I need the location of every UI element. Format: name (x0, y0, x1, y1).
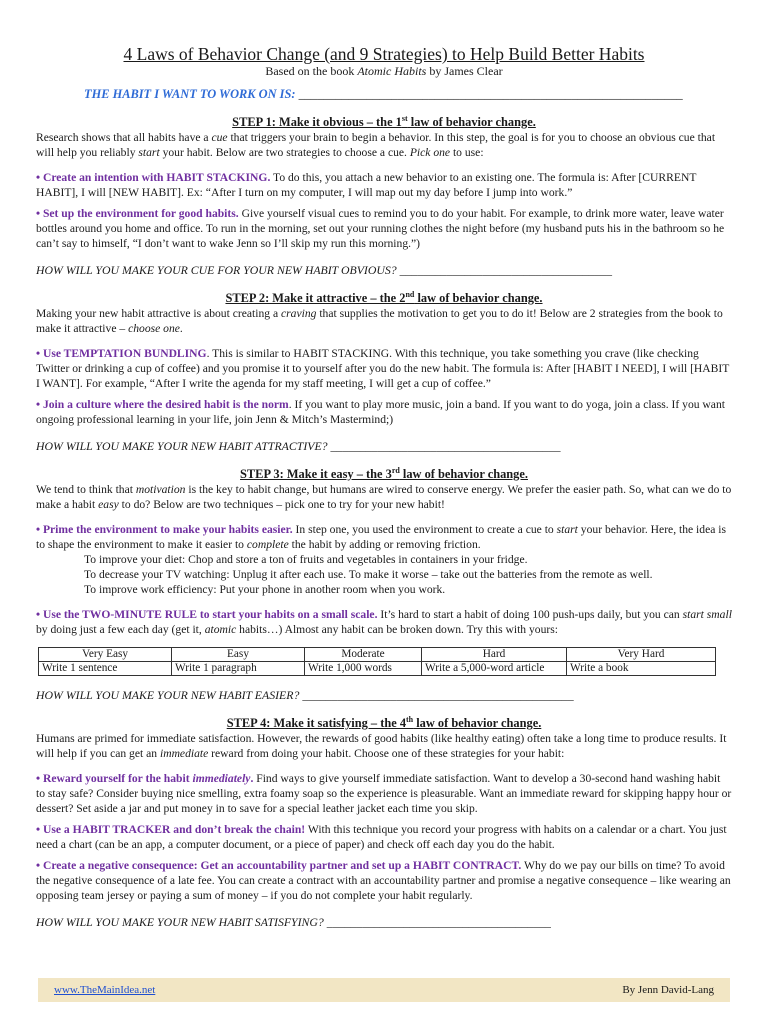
step1-intro: Research shows that all habits have a cue that triggers your brain to begin a behavior. In this step, the goal is for you to choose an obvious cue that will help you reliably start your habit. Below are two strategies to choose a cue. Pick one to use: (36, 131, 716, 159)
step3-heading: STEP 3: Make it easy – the 3rd law of behavior change. (240, 465, 528, 481)
step2-bullet-culture: • Join a culture where the desired habit is the norm. If you want to play more music, join a band. If you want to do yoga, join a class. If you want ongoing professional learning in your life, join Jenn & Mitch’s Mastermind;) (36, 398, 725, 426)
subtitle: Based on the book Atomic Habits by James Clear (265, 64, 503, 78)
footer-bar (38, 978, 730, 1002)
table-header-cell: Moderate (305, 648, 422, 662)
table-cell: Write 1,000 words (305, 662, 422, 676)
table-cell: Write 1 sentence (39, 662, 172, 676)
table-header-cell: Very Hard (567, 648, 716, 662)
website-link[interactable]: www.TheMainIdea.net (54, 984, 156, 996)
step2-intro: Making your new habit attractive is about creating a craving that supplies the motivation to get you to do it! Below are 2 strategies from the book to make it attractive – choose one. (36, 307, 723, 335)
step4-intro: Humans are primed for immediate satisfaction. However, the rewards of good habits (like healthy eating) often take a long time to produce results. It will help if you can get an immediate reward from doing your habit. Choose one of these strategies for your habit: (36, 732, 727, 760)
step4-answer-blank: ______________________________________ (326, 915, 551, 929)
step4-heading: STEP 4: Make it satisfying – the 4th law of behavior change. (226, 714, 542, 730)
step4-bullet-reward: • Reward yourself for the habit immediately. Find ways to give yourself immediate satisfaction. Want to develop a 30-second hand washing habit to stay safe? Consider buying nice smelling, extra foamy soap so the experience is pleasurable. Want an immediate reward for skipping happy hour or dessert? Set aside a jar and put money in to save for a special leather jacket each time you skip. (36, 772, 732, 815)
step3-example-diet: To improve your diet: Chop and store a ton of fruits and vegetables in containers in your fridge. (84, 553, 528, 566)
author-credit: By Jenn David-Lang (622, 984, 714, 996)
habit-blank: ______________________________________________________________ (298, 87, 683, 101)
step4-bullet-tracker: • Use a HABIT TRACKER and don’t break the chain! With this technique you record your progress with habits on a calendar or a chart. You just need a chart (can be an app, a computer document, or a piece of paper) and check off each day you do the habit. (36, 823, 727, 851)
step2-question: HOW WILL YOU MAKE YOUR NEW HABIT ATTRACTIVE? _______________________________________ (36, 439, 561, 453)
step1-bullet-habit-stacking: • Create an intention with HABIT STACKING. To do this, you attach a new behavior to an existing one. The formula is: After [CURRENT HABIT], I will [NEW HABIT]. Ex: “After I turn on my computer, I will map out my day before I jump into work.” (36, 171, 697, 199)
table-header-cell: Easy (172, 648, 305, 662)
step2-answer-blank: _______________________________________ (330, 439, 561, 453)
step2-heading: STEP 2: Make it attractive – the 2nd law of behavior change. (225, 289, 543, 305)
table-cell: Write a book (567, 662, 716, 676)
step1-heading: STEP 1: Make it obvious – the 1st law of behavior change. (232, 113, 536, 129)
difficulty-table (38, 647, 716, 676)
table-cell: Write a 5,000-word article (422, 662, 567, 676)
table-header-row (39, 648, 716, 662)
habit-line (84, 87, 732, 102)
step3-question: HOW WILL YOU MAKE YOUR NEW HABIT EASIER? ______________________________________________ (36, 688, 574, 702)
table-header-cell: Hard (422, 648, 567, 662)
step3-example-tv: To decrease your TV watching: Unplug it after each use. To make it worse – take out the batteries from the remote as well. (84, 568, 653, 581)
page-title: 4 Laws of Behavior Change (and 9 Strategies) to Help Build Better Habits (123, 44, 645, 64)
habit-label: THE HABIT I WANT TO WORK ON IS: (84, 87, 296, 101)
step1-bullet-environment: • Set up the environment for good habits. Give yourself visual cues to remind you to do your habit. For example, to drink more water, leave water bottles around you home and office. To run in the morning, set out your running clothes the night before (my husband puts his in the bathroom so he can’t say to himself, “I don’t want to wake Jenn so I’ll skip my run this morning.”) (36, 207, 725, 250)
step3-bullet-prime-environment: • Prime the environment to make your habits easier. In step one, you used the environment to create a cue to start your behavior. Here, the idea is to shape the environment to make it easier to complete the habit by adding or removing friction. (36, 523, 726, 551)
step4-question: HOW WILL YOU MAKE YOUR NEW HABIT SATISFYING? ______________________________________ (36, 915, 551, 929)
step3-bullet-two-minute-rule: • Use the TWO-MINUTE RULE to start your habits on a small scale. It’s hard to start a habit of doing 100 push-ups daily, but you can start small by doing just a few each day (get it, atomic habits…) Almost any habit can be broken down. Try this with yours: (36, 608, 732, 636)
step4-bullet-contract: • Create a negative consequence: Get an accountability partner and set up a HABIT CONTRACT. Why do we pay our bills on time? To avoid the negative consequence of a late fee. You can create a contract with an accountability partner and promise a negative consequence – like wearing an opposing team jersey or paying a sum of money – if you do not complete your habit regularly. (36, 859, 731, 902)
step3-answer-blank: ______________________________________________ (302, 688, 574, 702)
step2-bullet-temptation-bundling: • Use TEMPTATION BUNDLING. This is similar to HABIT STACKING. With this technique, you take something you crave (like checking Twitter or drinking a cup of coffee) and you promise it to yourself after you do the new habit. The formula is: After [HABIT I NEED], I will [HABIT I WANT]. For example, “After I write the agenda for my staff meeting, I will get a cup of coffee.” (36, 347, 730, 390)
table-cell: Write 1 paragraph (172, 662, 305, 676)
step3-intro: We tend to think that motivation is the key to habit change, but humans are wired to conserve energy. We prefer the easier path. So, what can we do to make a habit easy to do? Below are two techniques – pick one to try for your new habit! (36, 483, 732, 511)
table-header-cell: Very Easy (39, 648, 172, 662)
table-row (39, 662, 716, 676)
step1-answer-blank: ____________________________________ (399, 263, 612, 277)
step3-example-work: To improve work efficiency: Put your phone in another room when you work. (84, 583, 446, 596)
step1-question: HOW WILL YOU MAKE YOUR CUE FOR YOUR NEW HABIT OBVIOUS? ____________________________________ (36, 263, 612, 277)
